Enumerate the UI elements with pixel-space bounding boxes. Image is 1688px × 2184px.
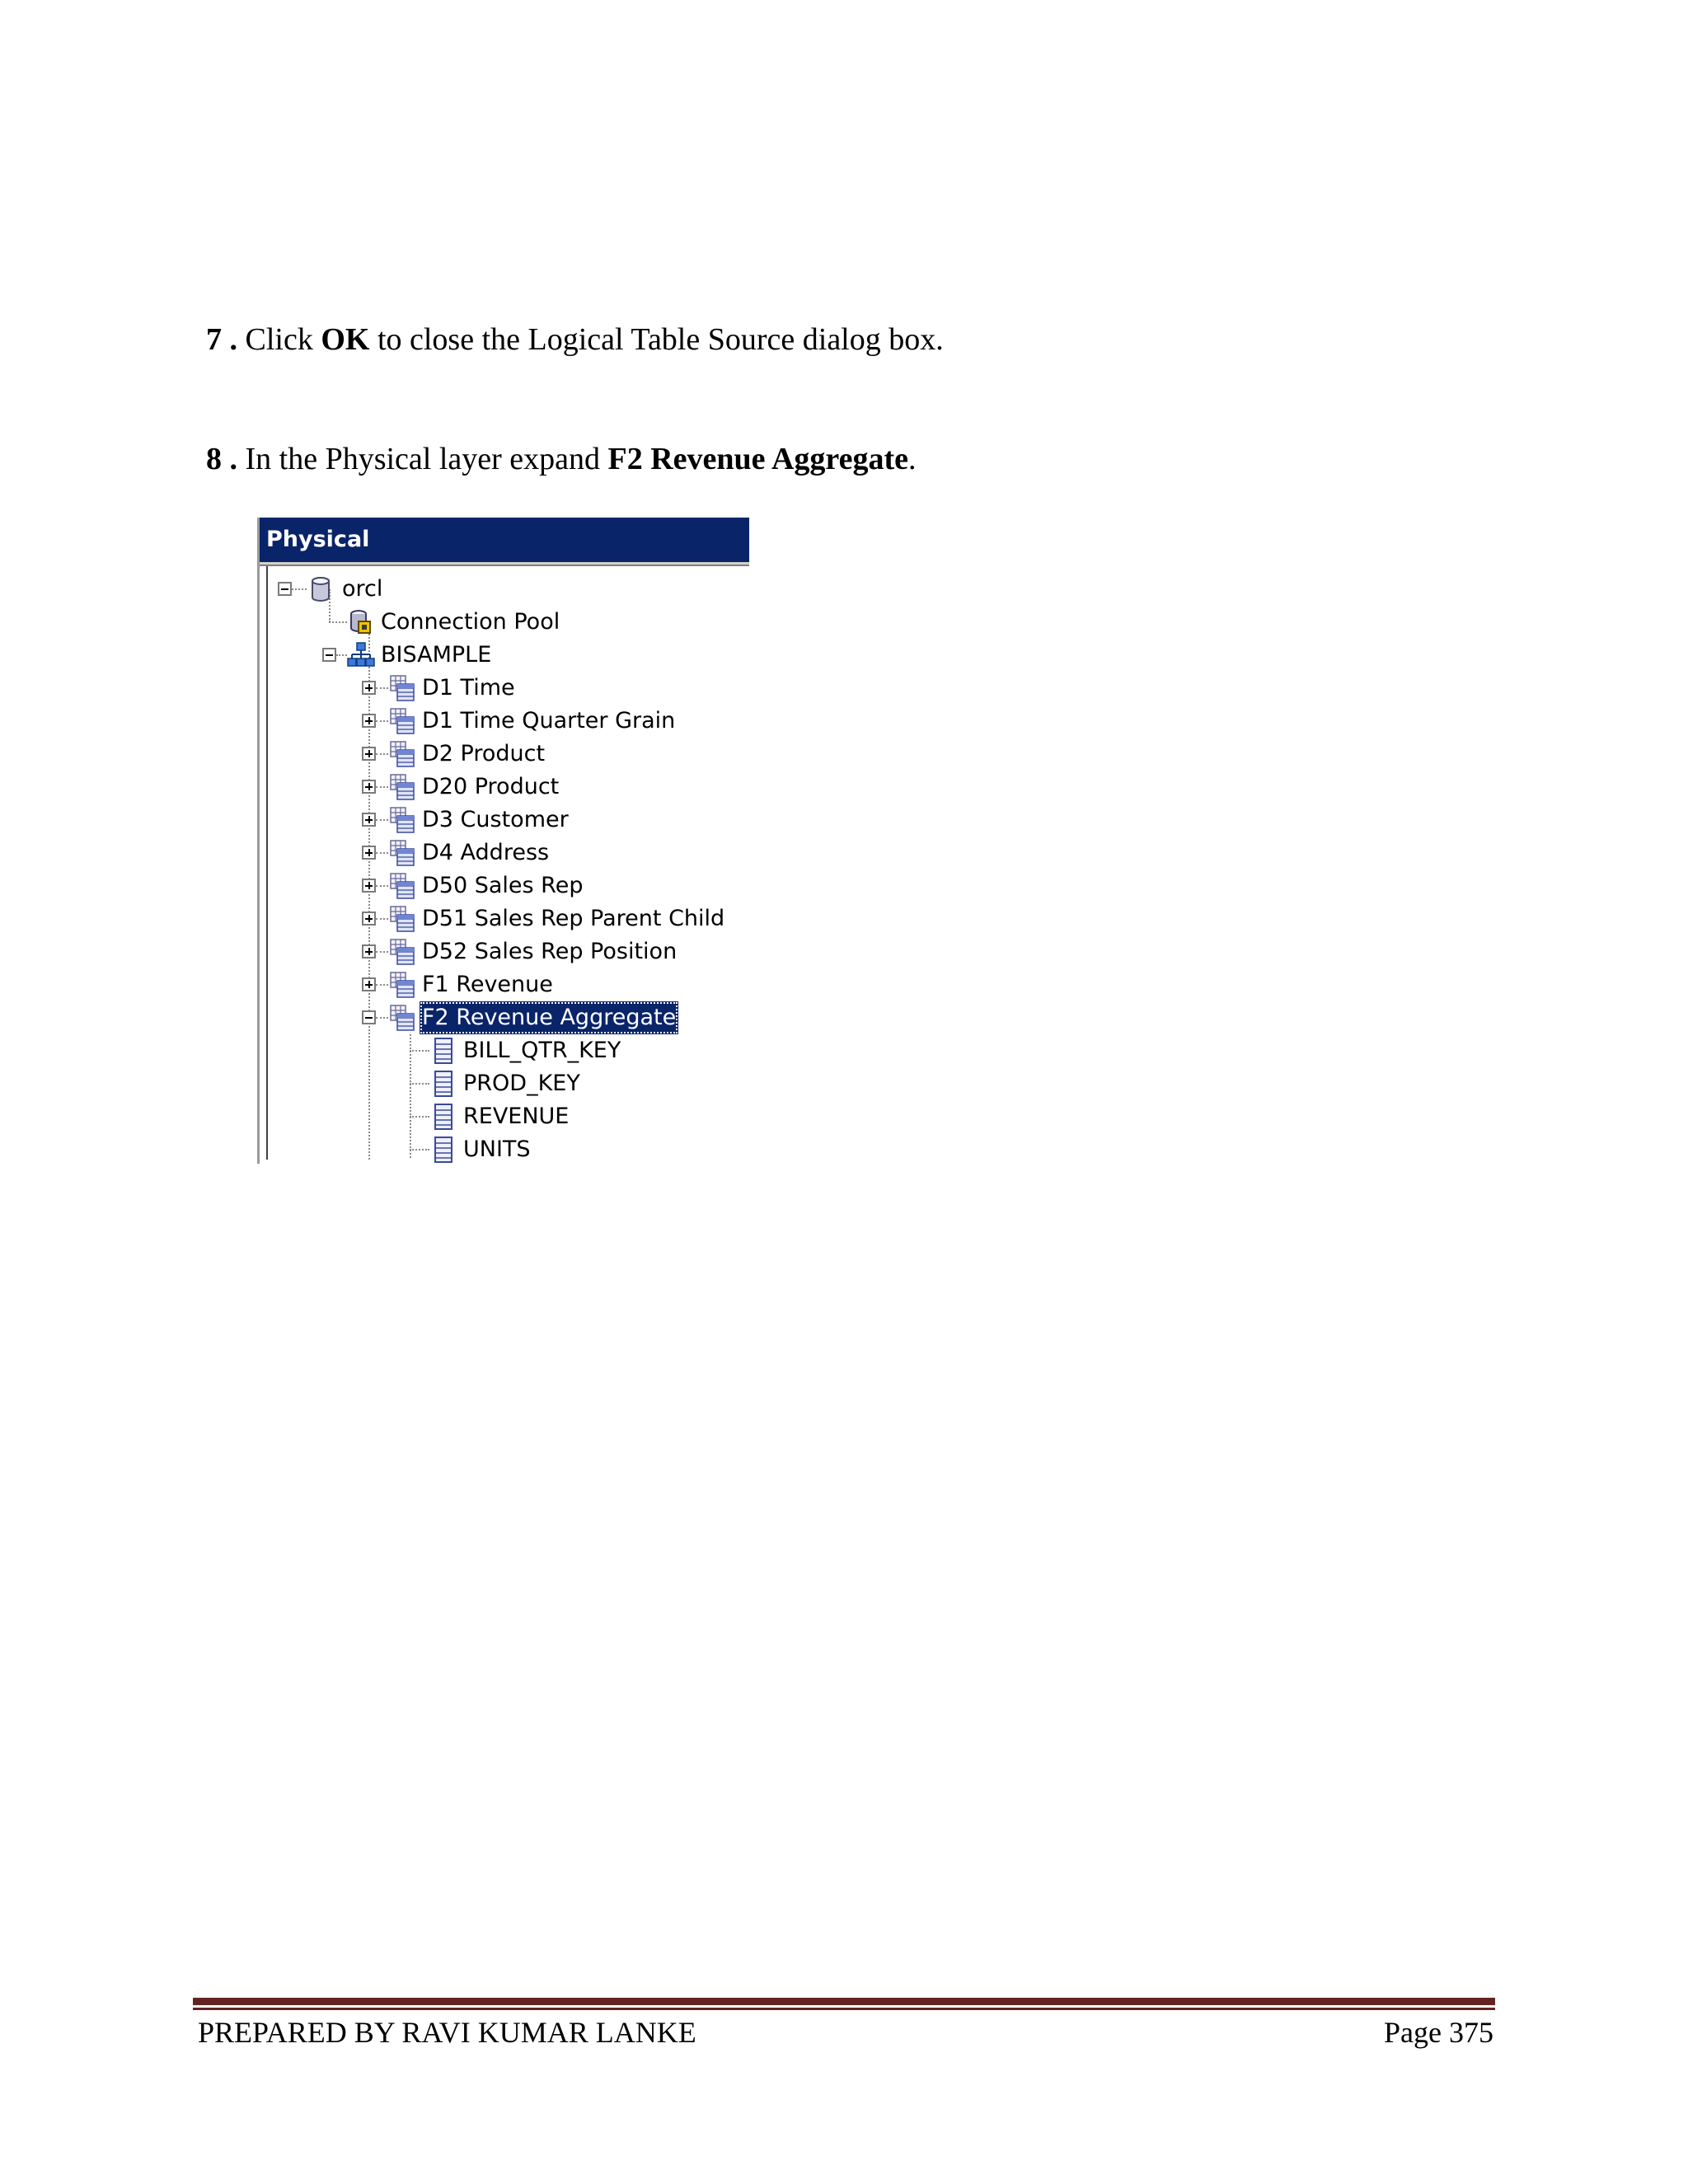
footer-author: PREPARED BY RAVI KUMAR LANKE [198,2016,696,2049]
step-text-bold: OK [321,322,370,357]
node-label: REVENUE [463,1104,570,1129]
node-label: D51 Sales Rep Parent Child [422,906,725,931]
column-icon [429,1103,457,1131]
physical-panel [257,518,749,1164]
tree-node-column[interactable] [268,1133,680,1164]
physical-tree [266,566,749,1160]
node-label: D3 Customer [422,807,569,832]
node-label: BILL_QTR_KEY [463,1038,621,1063]
tree-node-table[interactable] [268,902,729,935]
expand-toggle[interactable] [362,944,376,958]
expand-toggle[interactable] [362,681,376,695]
node-label: BISAMPLE [381,642,492,668]
step-text-pre: Click [245,322,321,357]
physical-table-icon [388,839,416,867]
tree-node-table[interactable] [268,672,729,705]
tree-connector [329,621,347,623]
physical-table-icon [388,740,416,768]
step-number: 7 . [206,322,237,357]
physical-table-icon [388,938,416,966]
node-label: D20 Product [422,774,560,799]
expand-toggle[interactable] [362,714,376,728]
step-number: 8 . [206,442,237,476]
tree-node-orcl[interactable] [268,573,598,606]
node-label: D50 Sales Rep [422,873,584,898]
physical-table-icon [388,1004,416,1032]
tree-connector [376,720,388,722]
tree-node-table[interactable] [268,771,729,804]
tree-connector [376,885,388,887]
footer-page-number: Page 375 [1384,2016,1493,2049]
step-text-pre: In the Physical layer expand [245,442,608,476]
node-label: D52 Sales Rep Position [422,939,678,964]
tree-connector [410,1149,429,1151]
column-icon [429,1037,457,1065]
node-label: UNITS [463,1137,531,1162]
tree-connector [376,786,388,788]
tree-connector [376,1017,388,1019]
column-icon [429,1070,457,1098]
tree-connector [376,852,388,854]
tree-node-table[interactable] [268,705,729,738]
column-icon [429,1136,457,1164]
tree-node-table[interactable] [268,968,729,1001]
physical-table-icon [388,707,416,735]
expand-toggle[interactable] [362,977,376,991]
physical-table-icon [388,971,416,999]
physical-table-icon [388,806,416,834]
tree-node-column[interactable] [268,1067,680,1100]
footer-rule-thin [193,2008,1495,2010]
expand-toggle[interactable] [362,846,376,860]
footer-rule [193,1998,1495,2005]
step-text-post: to close the Logical Table Source dialog box. [369,322,944,357]
panel-title: Physical [260,518,749,562]
tree-node-table[interactable] [268,869,729,902]
node-label: PROD_KEY [463,1071,580,1096]
node-label: Connection Pool [381,609,560,635]
node-label: F1 Revenue [422,972,553,997]
tree-connector [376,753,388,755]
step-text-bold: F2 Revenue Aggregate [607,442,908,476]
node-label: D1 Time [422,675,515,701]
node-label: D4 Address [422,840,550,865]
schema-icon [347,641,375,669]
tree-connector [376,918,388,920]
tree-connector [292,588,307,590]
tree-node-connection-pool[interactable] [268,606,639,639]
database-icon [307,575,335,603]
tree-connector [410,1116,429,1118]
tree-connector [376,819,388,821]
step-8 [206,439,916,479]
tree-node-column[interactable] [268,1100,680,1133]
expand-toggle[interactable] [362,780,376,794]
node-label: D2 Product [422,741,546,766]
physical-table-icon [388,905,416,933]
tree-node-bisample[interactable] [268,639,598,672]
tree-node-column[interactable] [268,1034,680,1067]
tree-connector [376,687,388,689]
expand-toggle[interactable] [362,879,376,893]
physical-table-icon [388,872,416,900]
node-label: D1 Time Quarter Grain [422,708,676,733]
node-label: F2 Revenue Aggregate [420,1001,678,1034]
tree-node-table[interactable] [268,738,729,771]
step-7 [206,320,944,359]
collapse-toggle[interactable] [322,648,336,662]
physical-table-icon [388,773,416,801]
tree-node-table[interactable] [268,1001,729,1034]
tree-connector [336,654,347,656]
tree-connector [410,1050,429,1052]
physical-table-icon [388,674,416,702]
step-text-post: . [907,442,917,476]
collapse-toggle[interactable] [362,1010,376,1024]
tree-connector [410,1083,429,1085]
tree-node-table[interactable] [268,837,729,869]
connection-pool-icon [347,608,375,636]
tree-node-table[interactable] [268,935,729,968]
expand-toggle[interactable] [362,813,376,827]
expand-toggle[interactable] [362,747,376,761]
tree-node-table[interactable] [268,804,729,837]
tree-connector [376,951,388,953]
tree-connector [376,984,388,986]
node-label: orcl [342,576,383,602]
expand-toggle[interactable] [362,912,376,926]
collapse-toggle[interactable] [278,582,292,596]
